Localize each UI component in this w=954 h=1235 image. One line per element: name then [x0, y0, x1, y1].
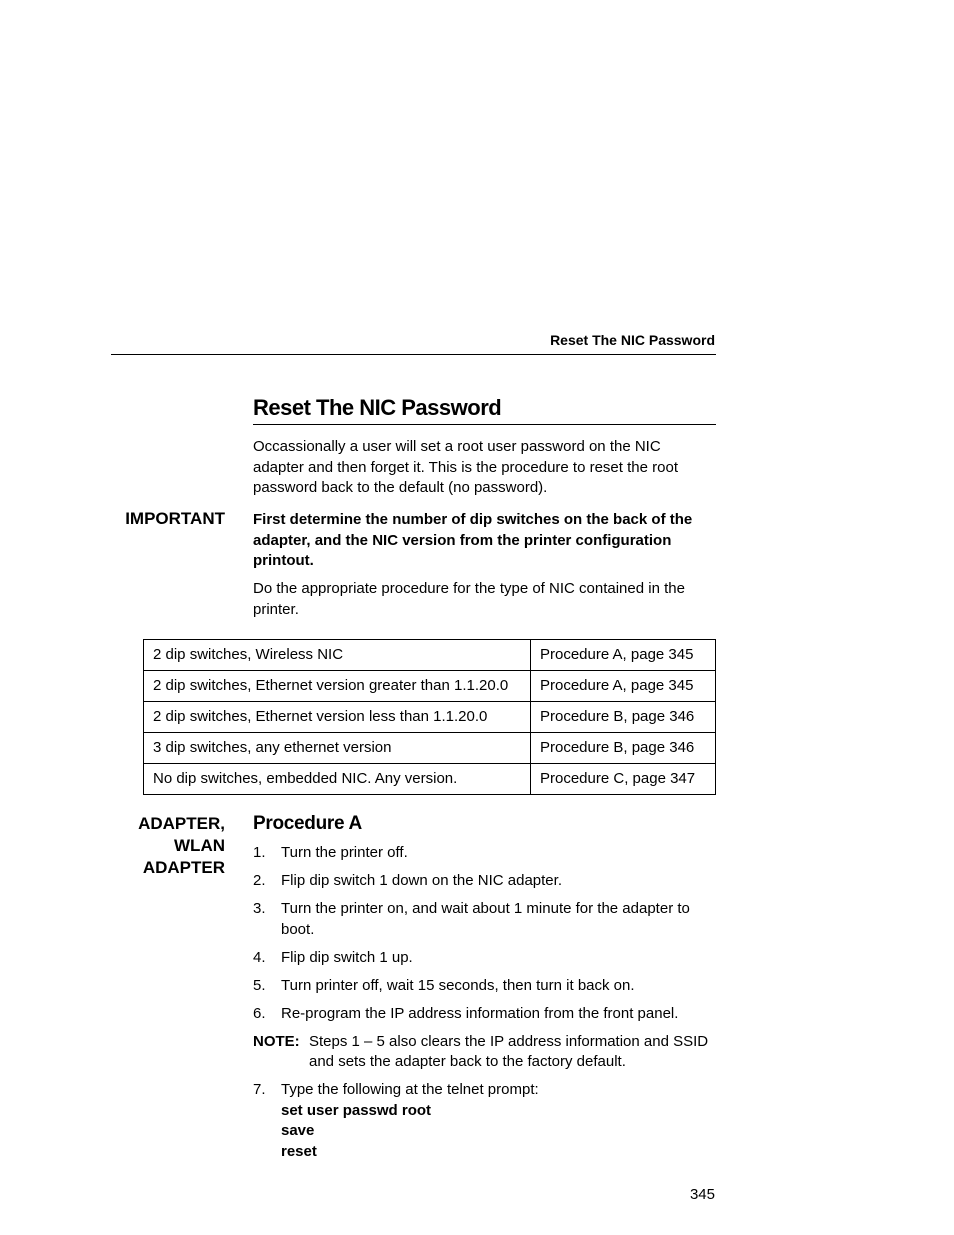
important-label: IMPORTANT [125, 509, 225, 528]
page-number: 345 [689, 1186, 715, 1203]
header-rule [111, 354, 716, 355]
step-text: Turn the printer off. [281, 844, 408, 861]
nic-type-cell: 2 dip switches, Wireless NIC [144, 640, 531, 671]
step-text: Turn the printer on, and wait about 1 minute for the adapter to boot. [281, 900, 690, 938]
procedure-cell: Procedure A, page 345 [531, 671, 716, 702]
telnet-command: reset [281, 1142, 317, 1160]
procedure-cell: Procedure B, page 346 [531, 702, 716, 733]
note-text: Steps 1 – 5 also clears the IP address information and SSID and sets the adapter back to the factory default. [309, 1032, 709, 1070]
procedure-cell: Procedure A, page 345 [531, 640, 716, 671]
side-label-line: WLAN [174, 836, 225, 855]
step-text: Turn printer off, wait 15 seconds, then turn it back on. [281, 976, 635, 994]
step-text: Flip dip switch 1 down on the NIC adapter. [281, 872, 562, 889]
nic-type-cell: No dip switches, embedded NIC. Any version. [144, 764, 531, 795]
table-row [144, 733, 716, 764]
running-header: Reset The NIC Password [550, 332, 715, 348]
list-item [253, 948, 715, 969]
telnet-command: save [281, 1122, 315, 1139]
nic-procedure-table [143, 639, 716, 795]
table-row [144, 702, 716, 733]
adapter-side-label [111, 813, 225, 879]
step-number: 5. [253, 976, 266, 994]
step-text: Re-program the IP address information from the front panel. [281, 1004, 679, 1022]
list-item [253, 1080, 715, 1162]
procedure-a-heading: Procedure A [253, 813, 362, 834]
nic-type-cell: 2 dip switches, Ethernet version greater than 1.1.20.0 [144, 671, 531, 702]
step-number: 7. [253, 1081, 266, 1098]
step-number: 1. [253, 844, 266, 861]
note-block [253, 1032, 715, 1073]
step-text: Type the following at the telnet prompt: [281, 1081, 539, 1098]
procedure-a-steps [253, 843, 715, 1170]
side-label-line: ADAPTER [142, 858, 225, 877]
step-number: 4. [253, 948, 266, 966]
list-item [253, 843, 715, 864]
table-row [144, 640, 716, 671]
telnet-command: set user passwd root [281, 1101, 432, 1119]
side-label-line: ADAPTER, [138, 814, 225, 833]
table-row [144, 764, 716, 795]
list-item [253, 871, 715, 892]
intro-paragraph: Occassionally a user will set a root user password on the NIC adapter and then forget it. This is the procedure to reset the root password back to the default (no password). [253, 438, 678, 496]
step-number: 3. [253, 900, 266, 917]
list-item [253, 976, 715, 997]
list-item [253, 1004, 715, 1025]
step-number: 6. [253, 1004, 266, 1022]
nic-type-cell: 2 dip switches, Ethernet version less than 1.1.20.0 [144, 702, 531, 733]
important-text: First determine the number of dip switches on the back of the adapter, and the NIC version from the printer configuration printout. [253, 511, 693, 569]
page-title: Reset The NIC Password [253, 395, 502, 420]
step-text: Flip dip switch 1 up. [281, 948, 413, 966]
table-row [144, 671, 716, 702]
title-rule [253, 424, 716, 425]
step-number: 2. [253, 872, 266, 889]
note-label: NOTE: [253, 1032, 300, 1050]
list-item [253, 899, 715, 940]
procedure-cell: Procedure C, page 347 [531, 764, 716, 795]
procedure-instruction: Do the appropriate procedure for the type of NIC contained in the printer. [253, 580, 685, 618]
nic-type-cell: 3 dip switches, any ethernet version [144, 733, 531, 764]
procedure-cell: Procedure B, page 346 [531, 733, 716, 764]
